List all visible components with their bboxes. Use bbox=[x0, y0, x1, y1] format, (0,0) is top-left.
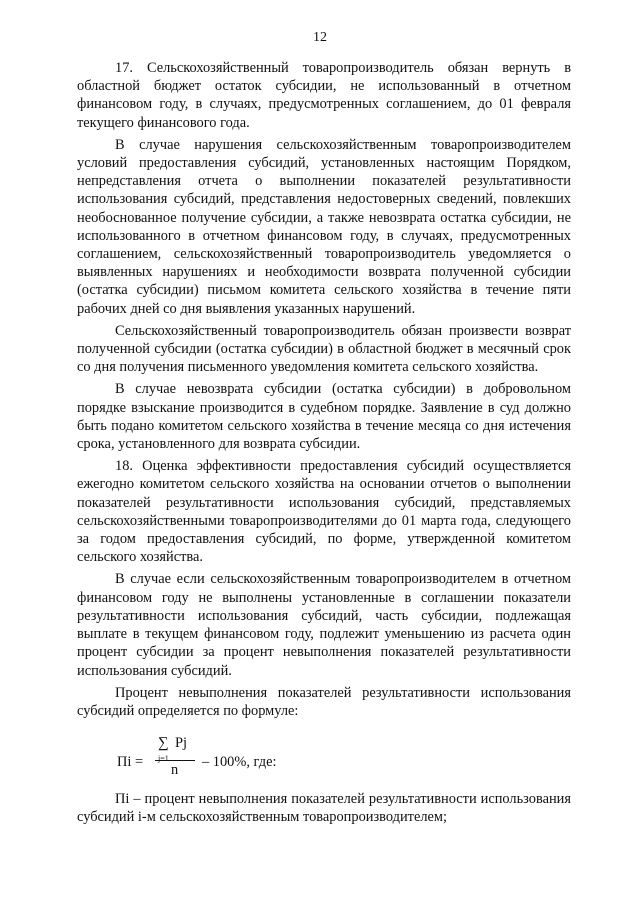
formula-sum-index: j=1 bbox=[158, 754, 169, 764]
formula-definitions bbox=[77, 790, 571, 826]
paragraph-efficiency-evaluation: 18. Оценка эффективности предоставления субсидий осуществляется ежегодно комитетом сельского хозяйства на основании отчетов о выполнении показателей результативности использования субсидий, представляемых сельскохозяйственными товаропроизводителями до 01 марта года, следующего за годом предоставления субсидий, по форме, утвержденной комитетом сельского хозяйства. bbox=[77, 458, 571, 566]
paragraph-return-deadline: Сельскохозяйственный товаропроизводитель обязан произвести возврат полученной субсидии (остатка субсидии) в областной бюджет в месячный срок со дня получения письменного уведомления комитета сельского хозяйства. bbox=[77, 322, 571, 376]
formula-rest: – 100%, где: bbox=[202, 754, 277, 771]
formula bbox=[77, 724, 571, 790]
formula-numerator: Pj bbox=[175, 735, 188, 752]
paragraph-return-remainder: 17. Сельскохозяйственный товаропроизводитель обязан вернуть в областной бюджет остаток субсидии, не использованный в отчетном финансовом году, в случаях, предусмотренных соглашением, до 01 февраля текущего финансового года. bbox=[77, 60, 571, 131]
paragraph-formula-intro: Процент невыполнения показателей результативности использования субсидий определяется по формуле: bbox=[77, 684, 571, 719]
formula-sigma: ∑ bbox=[158, 735, 169, 752]
formula-denominator: n bbox=[171, 762, 179, 779]
paragraph-violation-notice: В случае нарушения сельскохозяйственным товаропроизводителем условий предоставления субсидий, установленных настоящим Порядком, непредставления отчета о выполнении показателей результативности использования субсидий, представления недостоверных сведений, повлекших необоснованное получение субсидии, а также невозврата остатка субсидии, не использованного в отчетном финансовом году, в случаях, предусмотренных соглашением, сельскохозяйственный товаропроизводитель уведомляется о выявленных нарушениях и необходимости возврата полученной субсидии (остатка субсидии) письмом комитета сельского хозяйства в течение пяти рабочих дней со дня выявления указанных нарушений. bbox=[77, 136, 571, 317]
definition-item: Пi – процент невыполнения показателей результативности использования субсидий i-м сельскохозяйственным товаропроизводителем; bbox=[77, 791, 571, 826]
formula-lhs: Пi = bbox=[117, 754, 144, 771]
paragraph-subsidy-reduction: В случае если сельскохозяйственным товаропроизводителем в отчетном финансовом году не выполнены установленные в соглашении показатели результативности использования субсидий, часть субсидии, подлежащая выплате в текущем финансовом году, подлежит уменьшению из расчета один процент субсидии за процент невыполнения показателей результативности использования субсидий. bbox=[77, 571, 571, 679]
page-number: 12 bbox=[313, 30, 327, 45]
document-body bbox=[77, 59, 571, 827]
paragraph-court-recovery: В случае невозврата субсидии (остатка субсидии) в добровольном порядке взыскание производится в судебном порядке. Заявление в суд должно быть подано комитетом сельского хозяйства в течение месяца со дня истечения срока, установленного для возврата субсидии. bbox=[77, 381, 571, 453]
